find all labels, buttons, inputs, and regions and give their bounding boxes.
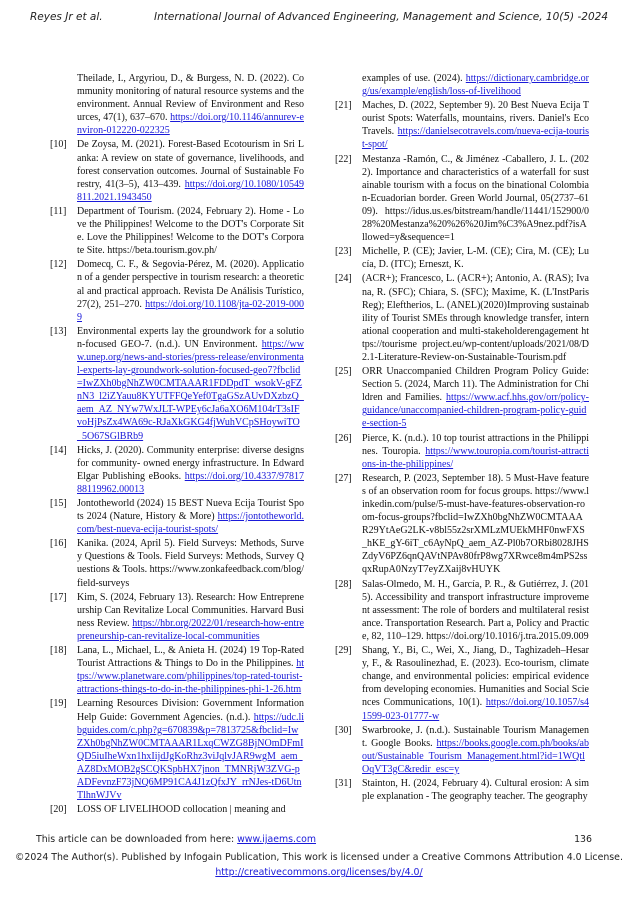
reference-text: Kanika. (2024, April 5). Field Surveys: Methods, Survey Questions & Tools. Field Surveys: Methods, Survey Questions & Tools. https://www.zonkafeedback.com/blog/field-surveys [77, 538, 304, 589]
reference-link[interactable]: https://doi.org/10.1146/annurev-environ-012220-022325 [77, 112, 304, 137]
reference-entry [50, 138, 304, 203]
reference-number: [25] [335, 366, 352, 378]
reference-entry [50, 205, 304, 257]
reference-link[interactable]: https://doi.org/10.1080/10549811.2021.1943450 [77, 178, 304, 203]
reference-text: Domecq, C. F., & Segovia-Pérez, M. (2020). Application of a gender perspective in tourism research: a theoretical and practical approach. Revista De Análisis Turístico, 27(2), 251–270. [77, 259, 304, 310]
license-line-2 [0, 867, 638, 878]
reference-entry [335, 72, 589, 98]
reference-text: Stainton, H. (2024, February 4). Cultural erosion: A simple explanation - The geography teacher. The geography [362, 777, 589, 803]
header-authors: Reyes Jr et al. [30, 11, 103, 23]
reference-text: Shang, Y., Bi, C., Wei, X., Jiang, D., Taghizadeh–Hesary, F., & Rasoulinezhad, E. (2023). Eco-tourism, climate change, and environmental policies: empirical evidence from developing economies. Humanities and Social Sciences Communications, 10(1). [362, 645, 589, 709]
reference-number: [16] [50, 538, 67, 550]
right-column [335, 72, 589, 804]
running-header [30, 11, 608, 27]
reference-entry [50, 258, 304, 323]
reference-number: [18] [50, 645, 67, 657]
reference-number: [14] [50, 444, 67, 456]
reference-number: [11] [50, 205, 67, 217]
reference-text: Department of Tourism. (2024, February 2). Home - Love the Philippines! Welcome to the DOT's Corporate Site. Love the Philippines! Welcome to the DOT's Corporate Site. https://beta.tourism.gov.ph/ [77, 205, 304, 257]
reference-link[interactable]: https://jontotheworld.com/best-nueva-ecija-tourist-spots/ [77, 511, 304, 536]
reference-number: [19] [50, 698, 67, 710]
reference-text: Jontotheworld (2024) 15 BEST Nueva Ecija Tourist Spots 2024 (Nature, History & More) [77, 498, 304, 523]
reference-link[interactable]: https://www.touropia.com/tourist-attractions-in-the-philippines/ [362, 445, 589, 470]
reference-entry [50, 803, 304, 816]
license-line: ©2024 The Author(s). Published by Infogain Publication, This work is licensed under a Creative Commons Attribution 4.0 License. [15, 852, 623, 863]
reference-text: Environmental experts lay the groundwork for a solution-focused GEO-7. (n.d.). UN Environment. [77, 325, 304, 350]
reference-text: (ACR+); Francesco, L. (ACR+); Antonio, A. (RAS); Ivana, R. (SFC); Chiara, S. (SFC); Maxime, K. (L'InstParisReg); Eleftherios, L. (ANEL)(2020)Improving sustainability of Tourist SMEs through knowledge transfer, international cooperation and multi-stakeholderengagement https://tourisme project.eu/wp-content/uploads/2021/08/D2.1-Literature-Review-on-Sustainable-Tourism.pdf [362, 273, 589, 363]
reference-link[interactable]: https://doi.org/10.1057/s41599-023-01777-w [362, 697, 589, 722]
reference-link[interactable]: https://www.acf.hhs.gov/orr/policy-guidance/unaccompanied-children-program-policy-guide-section-5 [362, 392, 589, 430]
reference-entry [335, 365, 589, 430]
reference-number: [10] [50, 139, 67, 151]
reference-text: Michelle, P. (CE); Javier, L-M. (CE); Cira, M. (CE); Lucía, D. (ITC); Erneszt, K. [362, 246, 589, 271]
reference-number: [28] [335, 578, 352, 590]
reference-text: De Zoysa, M. (2021). Forest-Based Ecotourism in Sri Lanka: A review on state of governance, livelihoods, and forest conservation outcomes. Journal of Sustainable Forestry, 41(3–5), 413–439. [77, 139, 304, 190]
reference-link[interactable]: https://hbr.org/2022/01/research-how-entrepreneurship-can-revitalize-local-communities [77, 617, 304, 642]
reference-entry [50, 591, 304, 643]
reference-number: [31] [335, 777, 352, 789]
header-journal: International Journal of Advanced Engineering, Management and Science, 10(5) -2024 [154, 11, 608, 23]
download-text: This article can be downloaded from here: [36, 834, 238, 845]
reference-entry [335, 99, 589, 151]
reference-link[interactable]: https://www.unep.org/news-and-stories/press-release/environmental-experts-lay-groundwork-solution-focused-geo7?fbclid=IwZXh0bgNhZW0CMTAAAR1FDDpdT_wsokV-gFZnN3_l2iZYauu8KYUTFFQeYef0TgaGSzAUvDXzbzQ_aem_AZ_NYw7WxJLT-WPEy6cJa6aXO6M104rT3sIFvoHjPsZx4WA69c-RJaXkGKG4fjWuhVCpSHoywiTO_5O67SGlBRb9 [77, 338, 304, 442]
reference-text: Pierce, K. (n.d.). 10 top tourist attractions in the Philippines. Touropia. [362, 432, 589, 457]
reference-text: Research, P. (2023, September 18). 5 Must-Have features of an observation room for focus groups. https://www.linkedin.com/pulse/5-must-have-features-observation-room-focus-groups?fbclid=IwZXh0bgNhZW0CMTAAAR29YtAeG2LK-v8bl55z2srXMLzMUEkMHF0nwFXS_hKE_gY-6iT_c6AyNpQ_aem_AZ-Pl0b7ORbi8028JHSZdyV6PZ6qnQAVtNPAv80frP8wg7XRwce8m4mPS2ssqxRupA0NzyT7eyZXaij8vHUYK [362, 472, 589, 576]
reference-text: Maches, D. (2022, September 9). 20 Best Nueva Ecija Tourist Spots: Waterfalls, mountains, rivers. Daniel's Eco Travels. [362, 100, 589, 138]
reference-text: LOSS OF LIVELIHOOD collocation | meaning and [77, 804, 286, 816]
reference-number: [20] [50, 804, 67, 816]
reference-text: Mestanza -Ramón, C., & Jiménez -Caballero, J. L. (2022). Importance and characteristics of a waterfall for sustainable tourism with a focus on the binational Colombian-Ecuadorian border. Green World Journal, 05(2737–6109). https://idus.us.es/bitstream/handle/11441/152900/028%20Mestanza%20%26%20Jim%C3%A9nez.pdf?isAllowed=y&sequence=1 [362, 153, 589, 244]
left-column [50, 72, 304, 817]
reference-text: Hicks, J. (2020). Community enterprise: diverse designs for community- owned energy infrastructure. In Edward Elgar Publishing eBooks. [77, 444, 304, 482]
reference-link[interactable]: https://books.google.com.ph/books/about/Sustainable_Tourism_Management.html?id=1WQtlOqVT3gC&redir_esc=y [362, 737, 589, 775]
reference-link[interactable]: https://danielsecotravels.com/nueva-ecija-tourist-spot/ [362, 126, 589, 151]
reference-entry [335, 777, 589, 803]
reference-link[interactable]: https://doi.org/10.1108/jta-02-2019-0009 [77, 298, 304, 323]
reference-text: ORR Unaccompanied Children Program Policy Guide: Section 5. (2024, March 11). The Administration for Children and Families. [362, 366, 589, 404]
reference-entry [50, 325, 304, 443]
reference-number: [21] [335, 100, 352, 112]
reference-number: [30] [335, 724, 352, 736]
reference-entry [50, 537, 304, 589]
reference-number: [24] [335, 273, 352, 285]
reference-text: examples of use. (2024). [362, 73, 466, 84]
reference-text: Salas-Olmedo, M. H., García, P. R., & Gutiérrez, J. (2015). Accessibility and transport infrastructure improvement assessment: The role of borders and multilateral resistance. Transportation Research. Part a, Policy and Practice, 82, 110–129. https://doi.org/10.1016/j.tra.2015.09.009 [362, 578, 589, 642]
reference-entry [335, 432, 589, 471]
reference-entry [50, 72, 304, 137]
reference-number: [17] [50, 591, 67, 603]
reference-entry [50, 444, 304, 496]
reference-number: [22] [335, 153, 352, 165]
reference-entry [335, 472, 589, 577]
reference-number: [26] [335, 432, 352, 444]
reference-entry [50, 697, 304, 802]
reference-text: Theilade, I., Argyriou, D., & Burgess, N. D. (2022). Community monitoring of natural resource systems and the environment. Annual Review of Environment and Resources, 47(1), 637–670. [77, 73, 304, 124]
reference-entry [335, 644, 589, 723]
reference-entry [50, 497, 304, 536]
reference-text: Lana, L., Michael, L., & Anieta H. (2024) 19 Top-Rated Tourist Attractions & Things to Do in the Philippines. [77, 645, 304, 670]
download-link[interactable]: www.ijaems.com [237, 834, 317, 845]
reference-number: [13] [50, 325, 67, 337]
reference-text: Learning Resources Division: Government Information Help Guide: Government Agencies. (n.d.). [77, 698, 304, 723]
reference-number: [15] [50, 498, 67, 509]
reference-number: [29] [335, 645, 352, 657]
license-link[interactable]: http://creativecommons.org/licenses/by/4.0/ [215, 867, 423, 878]
reference-number: [12] [50, 259, 67, 271]
reference-entry [50, 644, 304, 696]
reference-text: Swarbrooke, J. (n.d.). Sustainable Tourism Management. Google Books. [362, 724, 589, 749]
reference-link[interactable]: https://doi.org/10.4337/9781788119962.00013 [77, 470, 304, 495]
reference-link[interactable]: https://dictionary.cambridge.org/us/example/english/loss-of-livelihood [362, 73, 589, 98]
download-line [36, 834, 316, 845]
reference-text: Kim, S. (2024, February 13). Research: How Entrepreneurship Can Revitalize Local Communities. Harvard Business Review. [77, 591, 304, 629]
reference-entry [335, 153, 589, 245]
reference-entry [335, 245, 589, 271]
reference-number: [27] [335, 472, 352, 484]
reference-number: [23] [335, 246, 352, 258]
reference-entry [335, 578, 589, 643]
reference-entry [335, 724, 589, 776]
reference-link[interactable]: https://udc.libguides.com/c.php?g=670839&p=7813725&fbclid=IwZXh0bgNhZW0CMTAAAR1LxqCWZG8BjNOmDFmIQD5iuIheWxn1hxIijdJgKoRhz3viJqlvJAR9wgM_aem_AZ8DxMOB2gSCQKSpbHX7jnon_TMNRjW3ZVG-pADFevnzF73jNQ6MP91CA4J1zQfxJY_rrNJes-tD6UtnTlhnWJVv [77, 711, 304, 802]
reference-link[interactable]: https://www.planetware.com/philippines/top-rated-tourist-attractions-things-to-do-in-the-philippines-phi-1-26.htm [77, 658, 304, 696]
reference-entry [335, 272, 589, 364]
page-number: 136 [574, 834, 592, 845]
